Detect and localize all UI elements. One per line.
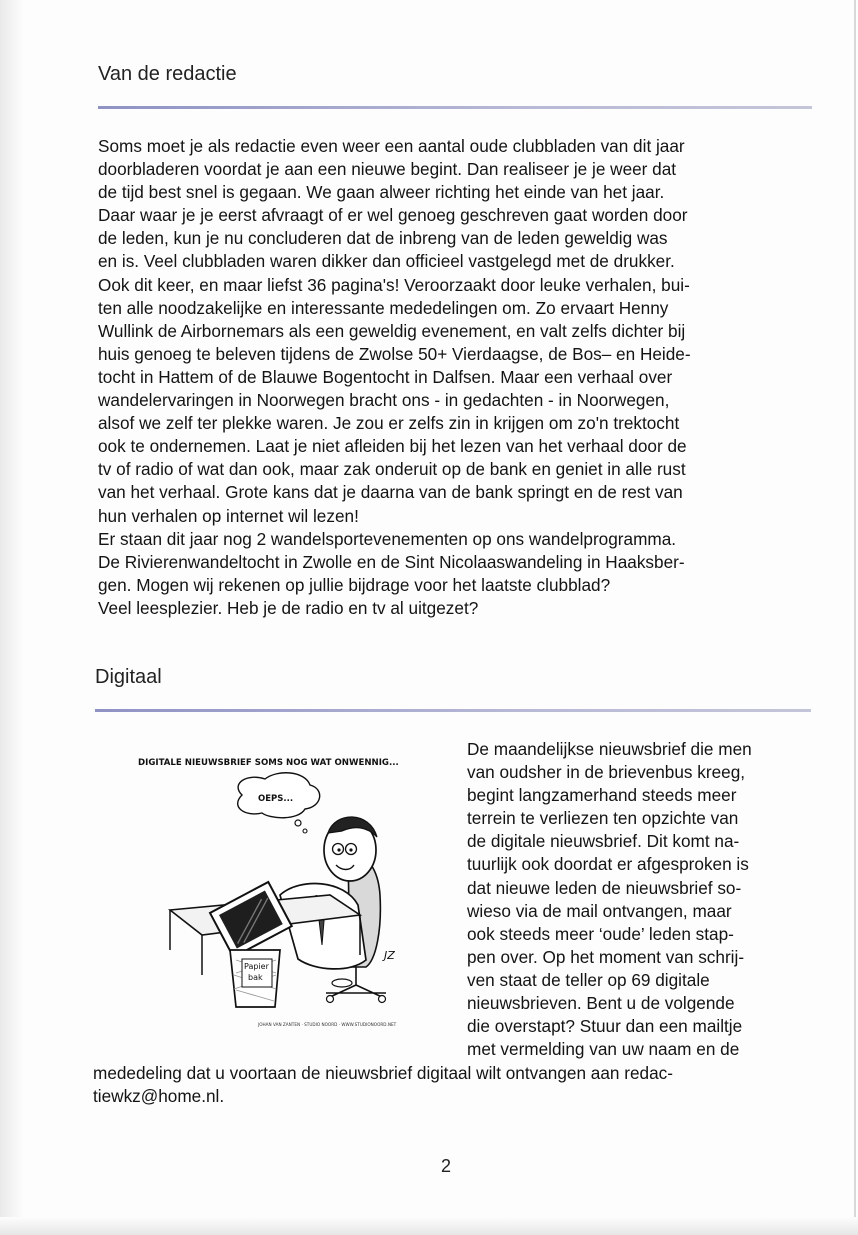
cartoon-illustration bbox=[130, 745, 430, 1035]
text-line: ook steeds meer ‘oude’ leden stap- bbox=[467, 923, 734, 944]
text-line: pen over. Op het moment van schrij- bbox=[467, 946, 745, 967]
text-line: wandelervaringen in Noorwegen bracht ons - in gedachten - in Noorwegen, bbox=[98, 390, 670, 411]
text-line: met vermelding van uw naam en de bbox=[467, 1039, 740, 1060]
bin-label: bak bbox=[248, 973, 263, 982]
artist-signature: JZ bbox=[384, 949, 395, 962]
text-line: De maandelijkse nieuwsbrief die men bbox=[467, 739, 752, 759]
text-line: die overstapt? Stuur dan een mailtje bbox=[467, 1016, 743, 1037]
editorial-paragraph bbox=[98, 135, 818, 620]
section-divider bbox=[98, 106, 812, 109]
text-line: hun verhalen op internet wil lezen! bbox=[98, 505, 359, 526]
text-line: begint langzamerhand steeds meer bbox=[467, 785, 737, 806]
text-line: tuurlijk ook doordat er afgesproken is bbox=[467, 854, 749, 875]
text-line: De Rivierenwandeltocht in Zwolle en de Sint Nicolaaswandeling in Haaksber- bbox=[98, 551, 685, 572]
text-line: tv of radio of wat dan ook, maar zak onderuit op de bank en geniet in alle rust bbox=[98, 459, 686, 480]
digitaal-column-text bbox=[467, 738, 817, 1061]
text-line: dat nieuwe leden de nieuwsbrief so- bbox=[467, 877, 742, 898]
text-line: tocht in Hattem of de Blauwe Bogentocht in Dalfsen. Maar een verhaal over bbox=[98, 366, 673, 387]
email-address-line: tiewkz@home.nl. bbox=[93, 1086, 225, 1107]
bin-label: Papier bbox=[244, 962, 269, 971]
text-line: Wullink de Airbornemars als een geweldig evenement, en valt zelfs dichter bij bbox=[98, 320, 686, 341]
page-edge-line bbox=[854, 0, 856, 1235]
cartoon-credit: JOHAN VAN ZANTEN · STUDIO NOORD · WWW.STUDIONOORD.NET bbox=[258, 1022, 397, 1027]
text-line: Veel leesplezier. Heb je de radio en tv al uitgezet? bbox=[98, 597, 479, 618]
text-line: Ook dit keer, en maar liefst 36 pagina's! Veroorzaakt door leuke verhalen, bui- bbox=[98, 274, 690, 295]
text-line: Er staan dit jaar nog 2 wandelsportevenementen op ons wandelprogramma. bbox=[98, 528, 677, 549]
text-line: gen. Mogen wij rekenen op jullie bijdrage voor het laatste clubblad? bbox=[98, 574, 611, 595]
section-heading-van-de-redactie: Van de redactie bbox=[98, 63, 237, 85]
text-line: nieuwsbrieven. Bent u de volgende bbox=[467, 993, 735, 1014]
text-line: de leden, kun je nu concluderen dat de inbreng van de leden geweldig was bbox=[98, 228, 668, 249]
text-line: en is. Veel clubbladen waren dikker dan officieel vastgelegd met de drukker. bbox=[98, 251, 675, 272]
digitaal-closing-text bbox=[93, 1062, 813, 1108]
text-line: van het verhaal. Grote kans dat je daarna van de bank springt en de rest van bbox=[98, 482, 683, 503]
text-line: huis genoeg te beleven tijdens de Zwolse 50+ Vierdaagse, de Bos– en Heide- bbox=[98, 343, 691, 364]
computer-monitor bbox=[210, 882, 292, 957]
text-line: wieso via de mail ontvangen, maar bbox=[467, 900, 732, 921]
text-line: ook te ondernemen. Laat je niet afleiden bij het lezen van het verhaal door de bbox=[98, 436, 687, 457]
text-line: ven staat de teller op 69 digitale bbox=[467, 969, 710, 990]
cartoon-caption: DIGITALE NIEUWSBRIEF SOMS NOG WAT ONWENNIG... bbox=[138, 758, 399, 768]
section-divider bbox=[95, 709, 811, 712]
page-bottom-shadow bbox=[0, 1217, 858, 1235]
text-line: Soms moet je als redactie even weer een aantal oude clubbladen van dit jaar bbox=[98, 136, 685, 156]
text-line: doorbladeren voordat je aan een nieuwe begint. Dan realiseer je je weer dat bbox=[98, 159, 677, 180]
section-heading-digitaal: Digitaal bbox=[95, 666, 162, 688]
page-edge-shadow bbox=[0, 0, 24, 1235]
text-line: mededeling dat u voortaan de nieuwsbrief digitaal wilt ontvangen aan redac- bbox=[93, 1063, 673, 1083]
text-line: de tijd best snel is gegaan. We gaan alweer richting het einde van het jaar. bbox=[98, 182, 665, 203]
page-number: 2 bbox=[441, 1156, 452, 1176]
text-line: ten alle noodzakelijke en interessante mededelingen om. Zo ervaart Henny bbox=[98, 297, 669, 318]
text-line: van oudsher in de brievenbus kreeg, bbox=[467, 762, 746, 783]
text-line: alsof we zelf ter plekke waren. Je zou er zelfs zin in krijgen om zo'n trektocht bbox=[98, 413, 680, 434]
speech-text: OEPS... bbox=[258, 794, 294, 804]
text-line: terrein te verliezen ten opzichte van bbox=[467, 808, 739, 829]
text-line: Daar waar je je eerst afvraagt of er wel genoeg geschreven gaat worden door bbox=[98, 205, 688, 226]
text-line: de digitale nieuwsbrief. Dit komt na- bbox=[467, 831, 740, 852]
